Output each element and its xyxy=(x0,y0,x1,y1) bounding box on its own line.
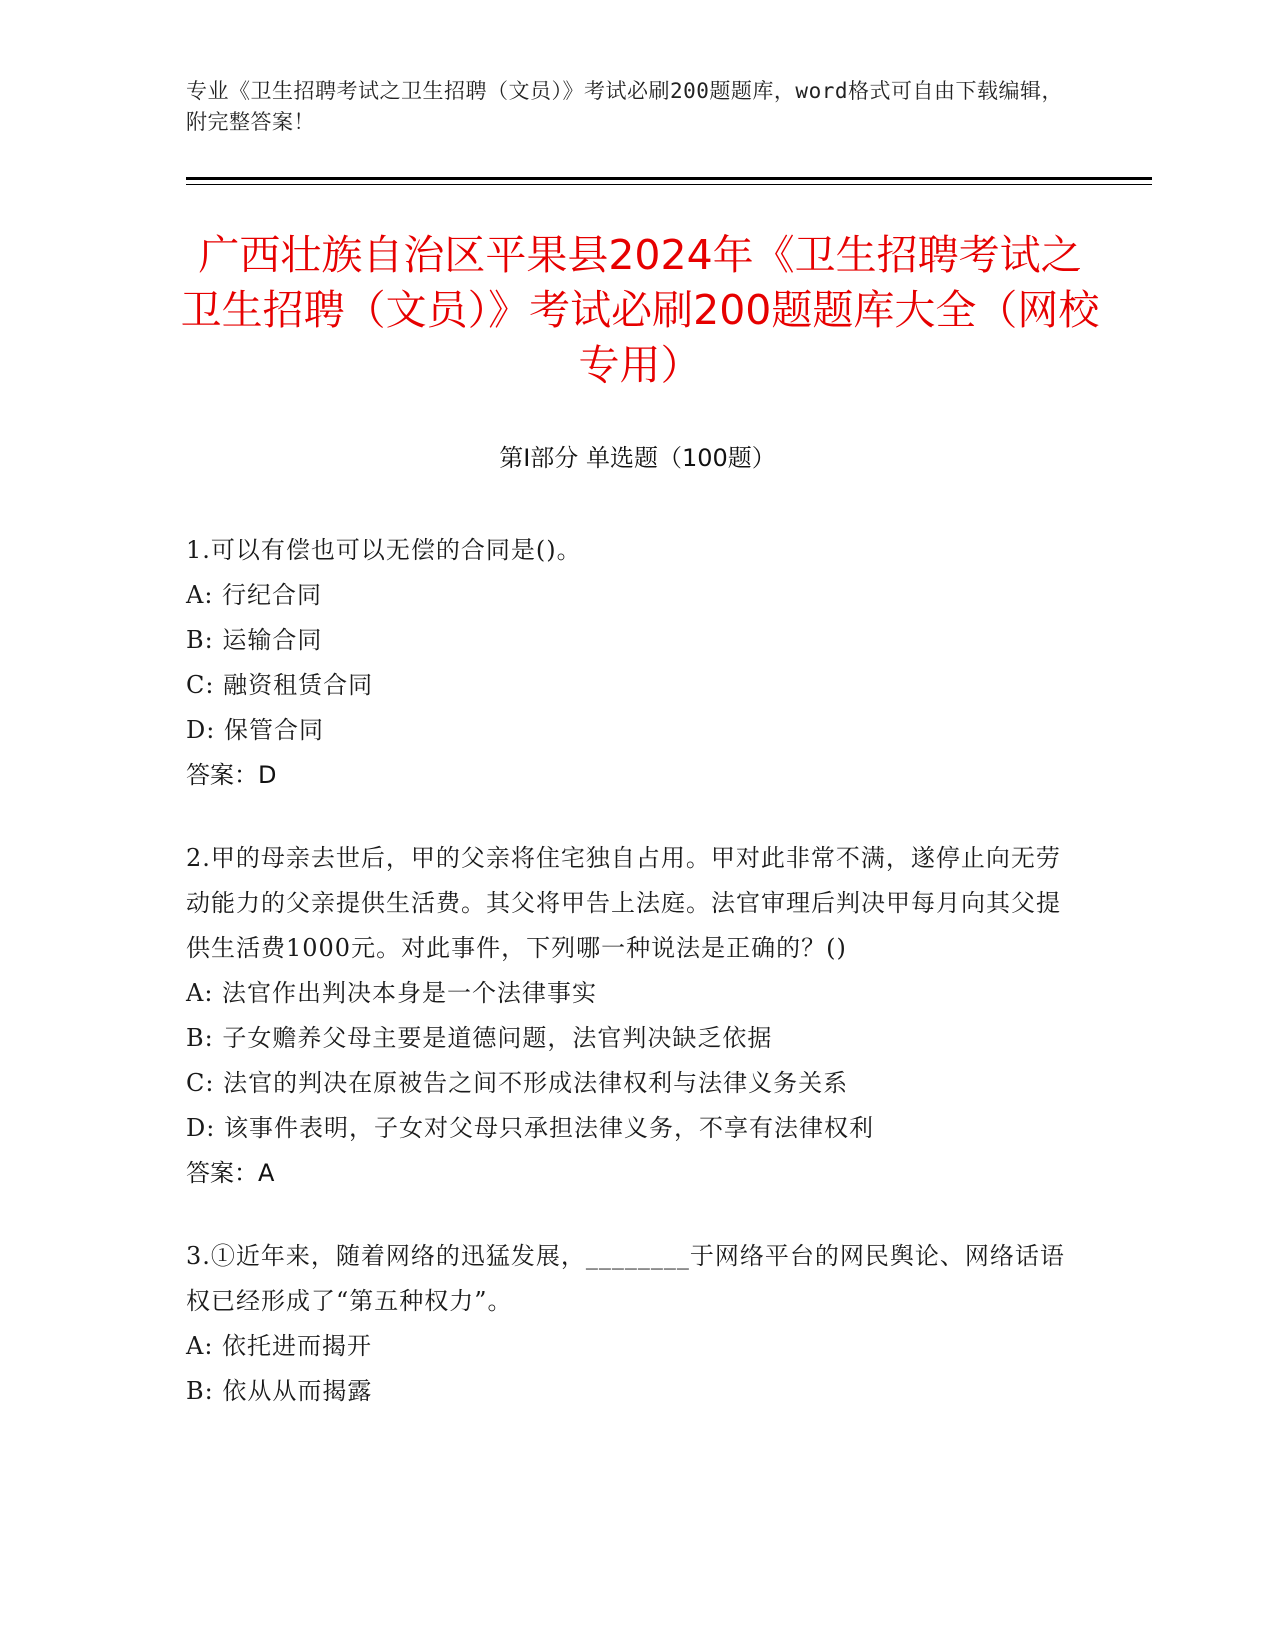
option-c: C: 融资租赁合同 xyxy=(186,671,374,699)
header-note: 专业《卫生招聘考试之卫生招聘（文员）》考试必刷200题题库，word格式可自由下载编辑，附完整答案！ xyxy=(186,79,1063,134)
document-title: 广西壮族自治区平果县2024年《卫生招聘考试之卫生招聘（文员）》考试必刷200题题库大全（网校专用） xyxy=(180,231,1100,389)
header-rule-thick xyxy=(186,177,1152,180)
question-list xyxy=(186,528,1066,1452)
question-stem: 1.可以有偿也可以无偿的合同是()。 xyxy=(186,536,582,564)
answer: 答案：A xyxy=(186,1159,275,1187)
question-stem: 3.①近年来，随着网络的迅猛发展，________于网络平台的网民舆论、网络话语权已经形成了“第五种权力”。 xyxy=(186,1242,1065,1315)
question-1 xyxy=(186,528,1066,798)
question-2 xyxy=(186,836,1066,1196)
option-a: A: 法官作出判决本身是一个法律事实 xyxy=(186,979,598,1007)
option-b: B: 子女赡养父母主要是道德问题，法官判决缺乏依据 xyxy=(186,1024,773,1052)
option-c: C: 法官的判决在原被告之间不形成法律权利与法律义务关系 xyxy=(186,1069,849,1097)
option-d: D: 保管合同 xyxy=(186,716,324,744)
header-rule-thin xyxy=(186,184,1152,185)
option-a: A: 依托进而揭开 xyxy=(186,1332,373,1360)
option-a: A: 行纪合同 xyxy=(186,581,323,609)
option-d: D: 该事件表明，子女对父母只承担法律义务，不享有法律权利 xyxy=(186,1114,874,1142)
question-stem: 2.甲的母亲去世后，甲的父亲将住宅独自占用。甲对此非常不满，遂停止向无劳动能力的父亲提供生活费。其父将甲告上法庭。法官审理后判决甲每月向其父提供生活费1000元。对此事件，下列哪一种说法是正确的？() xyxy=(186,844,1061,962)
section-title: 第Ⅰ部分 单选题（100题） xyxy=(499,444,776,472)
option-b: B: 运输合同 xyxy=(186,626,323,654)
option-b: B: 依从从而揭露 xyxy=(186,1377,373,1405)
question-3 xyxy=(186,1234,1066,1414)
answer: 答案：D xyxy=(186,761,277,789)
